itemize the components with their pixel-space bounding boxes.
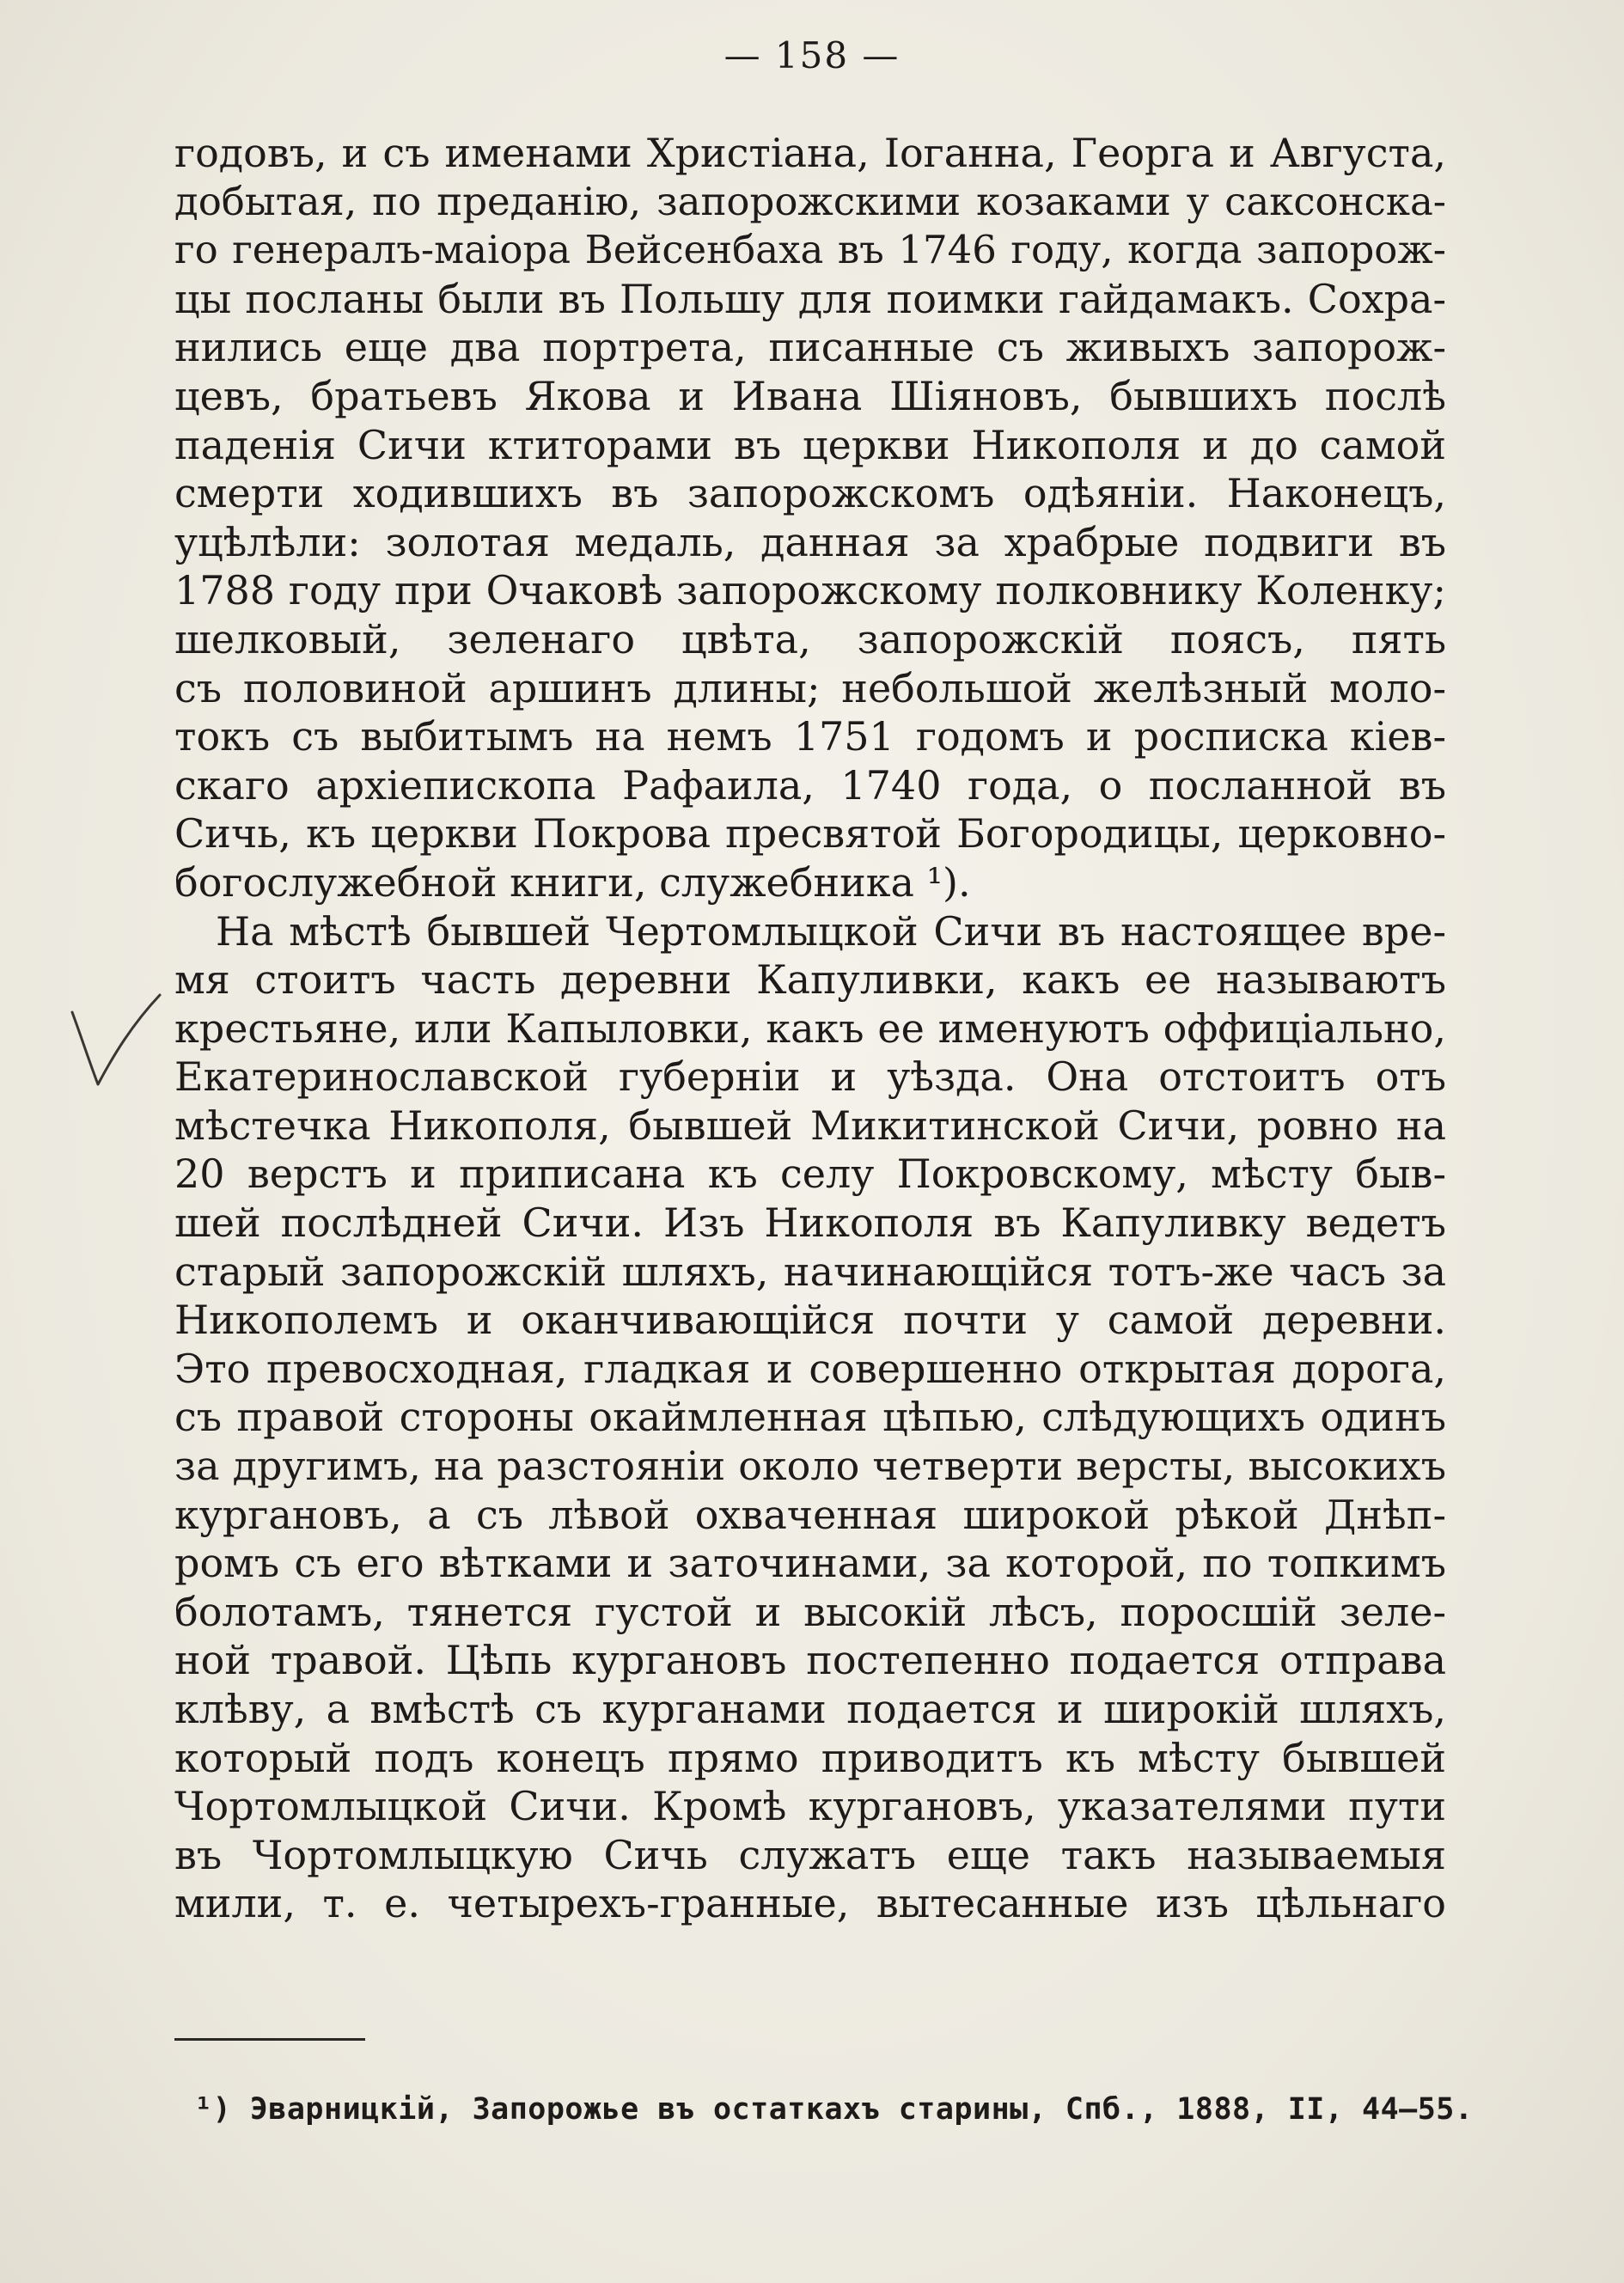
text-line: мя стоитъ часть деревни Капуливки, какъ ее называютъ (174, 956, 1446, 1004)
text-line: болотамъ, тянется густой и высокій лѣсъ, поросшій зеле- (174, 1588, 1446, 1635)
text-line: цы посланы были въ Польшу для поимки гайдамакъ. Сохра- (174, 275, 1446, 322)
text-line: шелковый, зеленаго цвѣта, запорожскій поясъ, пять (174, 615, 1446, 662)
text-line: шей послѣдней Сичи. Изъ Никополя въ Капуливку ведетъ (174, 1199, 1446, 1247)
text-line: ромъ съ его вѣтками и заточинами, за которой, по топкимъ (174, 1540, 1446, 1587)
text-line: добытая, по преданію, запорожскими козаками у саксонска- (174, 178, 1446, 224)
text-line: скаго архіепископа Рафаила, 1740 года, о посланной въ (174, 761, 1446, 809)
text-line: 20 верстъ и приписана къ селу Покровскому, мѣсту быв- (174, 1151, 1446, 1198)
text-line: кургановъ, а съ лѣвой охваченная широкой рѣкой Днѣп- (174, 1491, 1446, 1538)
text-line: паденія Сичи ктиторами въ церкви Никополя и до самой (174, 421, 1446, 468)
text-line: богослужебной книги, служебника ¹). (174, 858, 971, 906)
footnote-divider (174, 2038, 365, 2041)
text-line: смерти ходившихъ въ запорожскомъ одѣяніи. Наконецъ, (174, 470, 1446, 517)
text-line: съ правой стороны окаймленная цѣпью, слѣдующихъ одинъ (174, 1394, 1446, 1441)
text-line: 1788 году при Очаковѣ запорожскому полковнику Коленку; (174, 567, 1446, 614)
text-line: Никополемъ и оканчивающійся почти у самой деревни. (174, 1297, 1446, 1344)
text-line: ной травой. Цѣпь кургановъ постепенно подается отправа (174, 1637, 1446, 1684)
text-line: нились еще два портрета, писанные съ живыхъ запорож- (174, 324, 1446, 371)
text-line: старый запорожскій шляхъ, начинающійся тотъ-же часъ за (174, 1248, 1446, 1295)
text-line: Это превосходная, гладкая и совершенно открытая дорога, (174, 1345, 1446, 1392)
paragraph-1 (174, 129, 1446, 907)
text-line: мили, т. е. четырехъ-гранные, вытесанные изъ цѣльнаго (174, 1880, 1446, 1927)
page-number: — 158 — (723, 34, 901, 76)
text-line: уцѣлѣли: золотая медаль, данная за храбрые подвиги въ (174, 518, 1446, 565)
text-line: клѣву, а вмѣстѣ съ курганами подается и широкій шляхъ, (174, 1686, 1446, 1732)
text-line: мѣстечка Никополя, бывшей Микитинской Сичи, ровно на (174, 1102, 1446, 1149)
paragraph-2 (174, 907, 1446, 1928)
text-line: Чортомлыцкой Сичи. Кромѣ кургановъ, указателями пути (174, 1783, 1446, 1830)
text-line: цевъ, братьевъ Якова и Ивана Шіяновъ, бывшихъ послѣ (174, 372, 1446, 419)
text-line: который подъ конецъ прямо приводитъ къ мѣсту бывшей (174, 1734, 1446, 1781)
text-line: съ половиной аршинъ длины; небольшой желѣзный моло- (174, 664, 1446, 711)
text-line: Сичь, къ церкви Покрова пресвятой Богородицы, церковно- (174, 810, 1446, 858)
text-line: за другимъ, на разстояніи около четверти версты, высокихъ (174, 1443, 1446, 1490)
text-line: го генералъ-маіора Вейсенбаха въ 1746 году, когда запорож- (174, 227, 1446, 273)
text-line: Екатеринославской губерніи и уѣзда. Она отстоитъ отъ (174, 1053, 1446, 1101)
body-text (174, 129, 1446, 1928)
text-line: крестьяне, или Капыловки, какъ ее именуютъ оффиціально, (174, 1004, 1446, 1052)
text-line: На мѣстѣ бывшей Чертомлыцкой Сичи въ настоящее вре- (216, 907, 1446, 955)
text-line: токъ съ выбитымъ на немъ 1751 годомъ и росписка кіев- (174, 713, 1446, 760)
text-line: годовъ, и съ именами Христіана, Іоганна, Георга и Августа, (174, 130, 1446, 176)
footnote: ¹) Эварницкій, Запорожье въ остаткахъ старины, Спб., 1888, II, 44—55. (194, 2092, 1474, 2127)
text-line: въ Чортомлыцкую Сичь служатъ еще такъ называемыя (174, 1831, 1446, 1878)
handwritten-checkmark-icon (69, 988, 163, 1091)
